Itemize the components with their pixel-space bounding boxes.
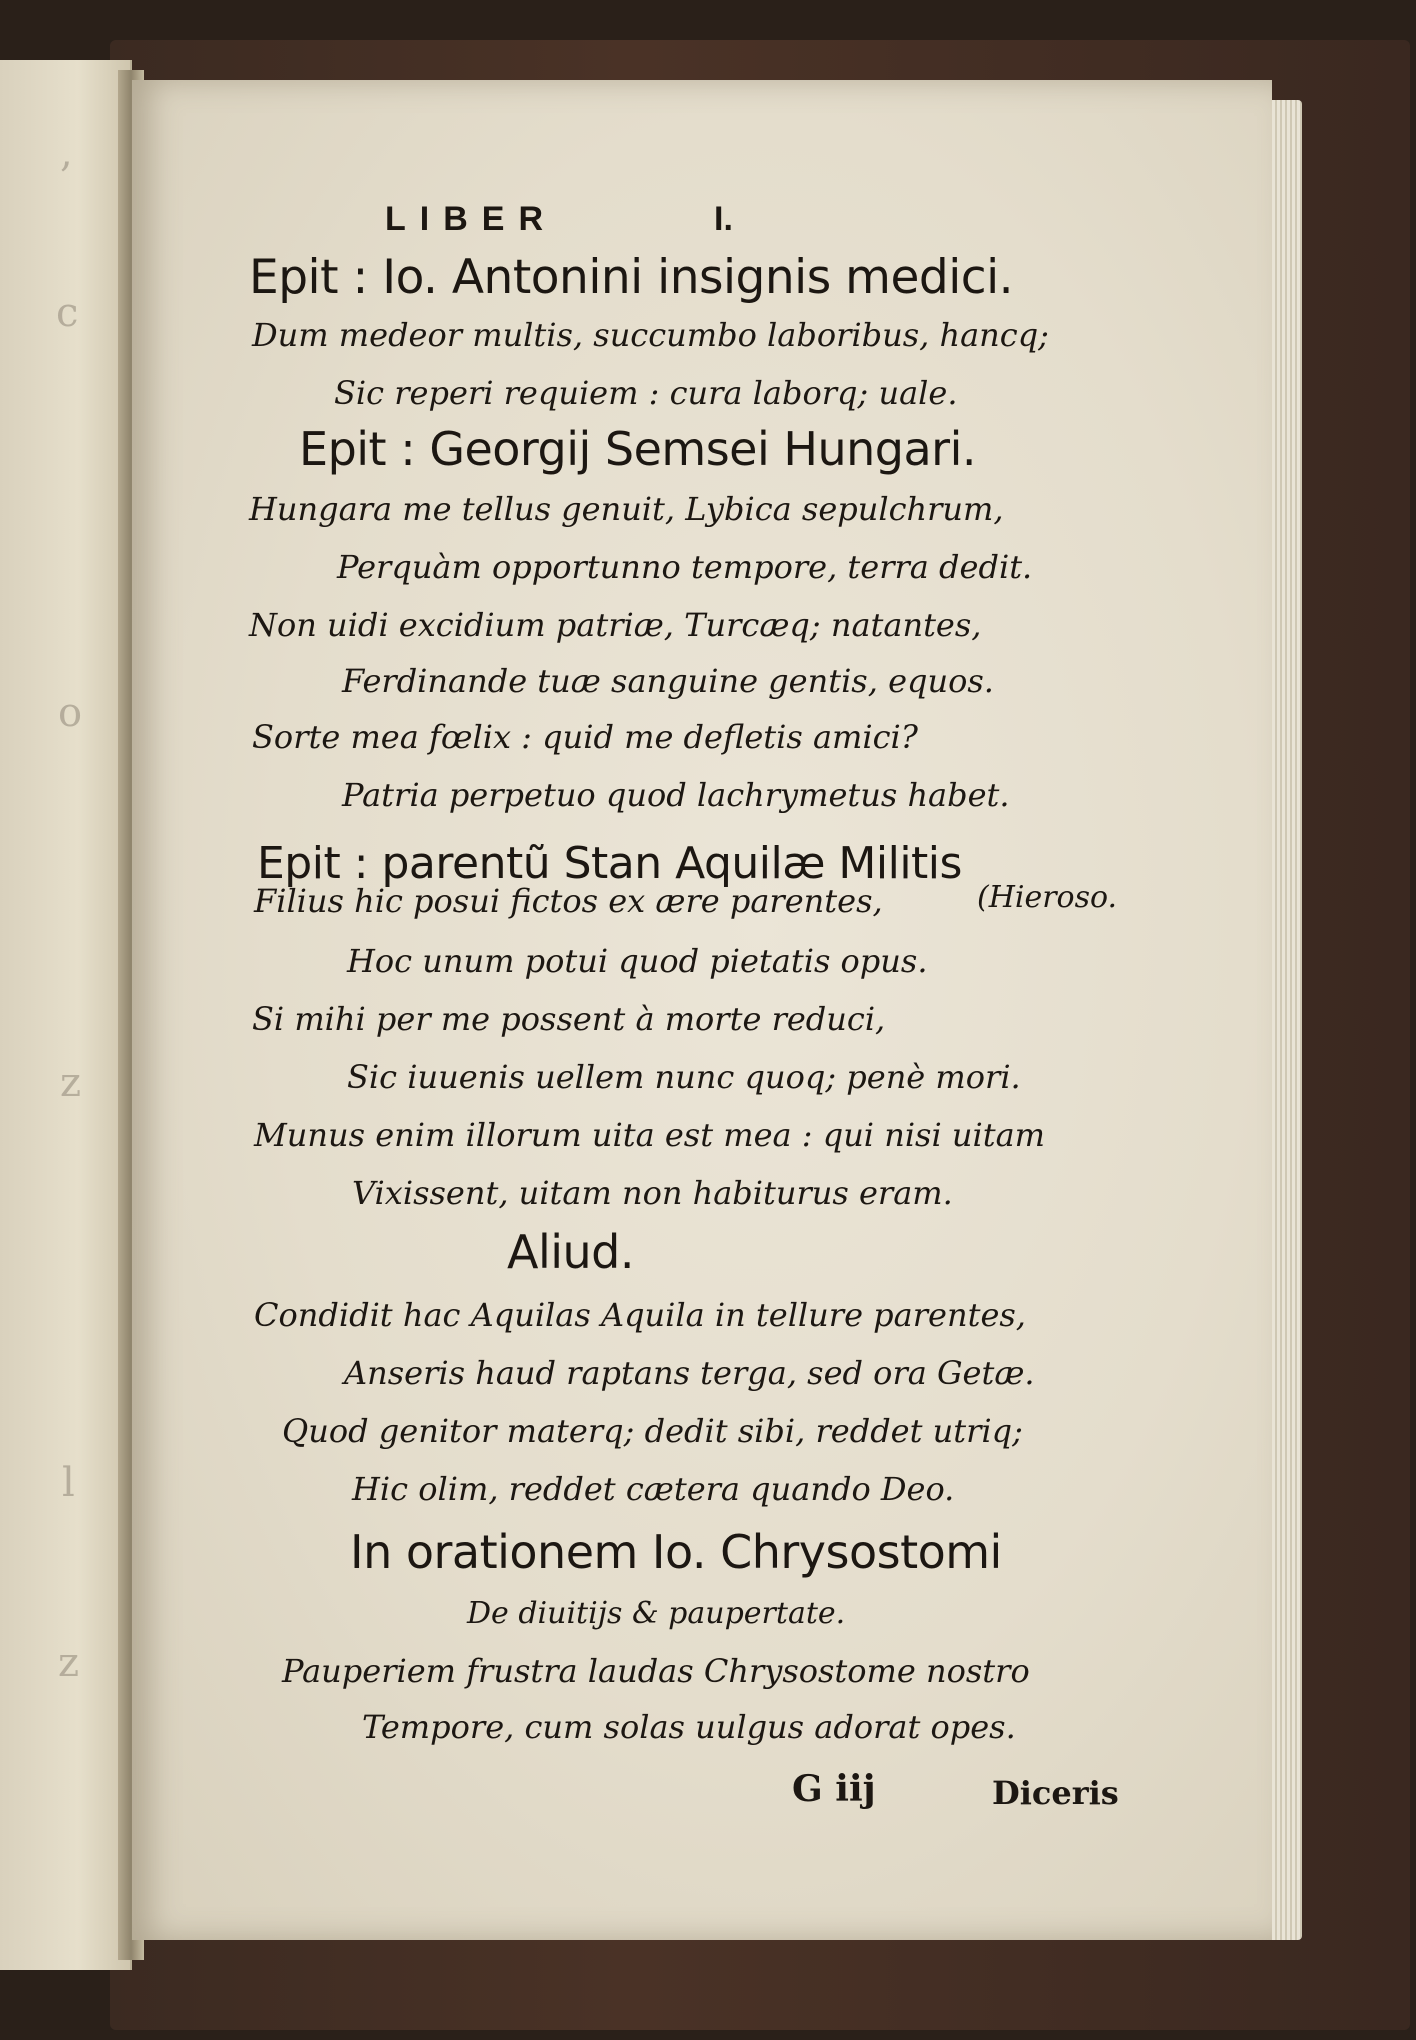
facing-page-glyph: o [58, 690, 83, 736]
verse-line: Patria perpetuo quod lachrymetus habet. [342, 776, 1010, 814]
verse-line: Sorte mea fœlix : quid me defletis amici? [252, 718, 918, 756]
verse-line: Perquàm opportunno tempore, terra dedit. [337, 548, 1033, 586]
facing-page-glyph: , [60, 130, 73, 176]
verse-line: Anseris haud raptans terga, sed ora Getæ. [344, 1354, 1035, 1392]
page-text [132, 80, 1272, 1940]
facing-page-edge [0, 60, 132, 1970]
facing-page-glyph: l [62, 1460, 75, 1506]
aliud-heading: Aliud. [507, 1225, 635, 1279]
verse-line: Vixissent, uitam non habiturus eram. [352, 1174, 953, 1212]
verse-line: Sic reperi requiem : cura laborq; uale. [334, 374, 958, 412]
verse-line: Hungara me tellus genuit, Lybica sepulchrum, [249, 490, 1004, 528]
facing-page-glyph: z [60, 1060, 82, 1106]
catchword: Diceris [992, 1774, 1119, 1812]
verse-line: Sic iuuenis uellem nunc quoq; penè mori. [347, 1058, 1021, 1096]
epitaph-heading: Epit : Io. Antonini insignis medici. [249, 250, 1014, 305]
verse-line: Munus enim illorum uita est mea : qui nisi uitam [254, 1116, 1045, 1154]
marginal-note: (Hieroso. [977, 880, 1118, 915]
signature-mark: G iij [792, 1768, 876, 1810]
verse-line: Pauperiem frustra laudas Chrysostome nostro [282, 1652, 1030, 1690]
running-head-number: I. [714, 200, 733, 238]
verse-line: Tempore, cum solas uulgus adorat opes. [362, 1708, 1016, 1746]
epitaph-heading: Epit : parentũ Stan Aquilæ Militis [257, 838, 962, 889]
verse-line: Ferdinande tuæ sanguine gentis, equos. [342, 662, 994, 700]
verse-line: Si mihi per me possent à morte reduci, [252, 1000, 886, 1038]
verse-line: Hoc unum potui quod pietatis opus. [347, 942, 928, 980]
oration-heading: In orationem Io. Chrysostomi [350, 1525, 1002, 1579]
verse-line: Dum medeor multis, succumbo laboribus, hancq; [252, 316, 1049, 354]
running-head-title: LIBER [385, 200, 557, 238]
facing-page-glyph: z [58, 1640, 80, 1686]
facing-page-glyph: c [56, 290, 79, 336]
verse-line: Filius hic posui fictos ex ære parentes, [254, 882, 883, 920]
verse-line: Condidit hac Aquilas Aquila in tellure parentes, [254, 1296, 1026, 1334]
verse-line: Non uidi excidium patriæ, Turcæq; natantes, [249, 606, 982, 644]
epitaph-heading: Epit : Georgij Semsei Hungari. [299, 422, 976, 476]
verse-line: Quod genitor materq; dedit sibi, reddet utriq; [282, 1412, 1023, 1450]
oration-subheading: De diuitijs & paupertate. [467, 1596, 846, 1631]
verse-line: Hic olim, reddet cætera quando Deo. [352, 1470, 955, 1508]
